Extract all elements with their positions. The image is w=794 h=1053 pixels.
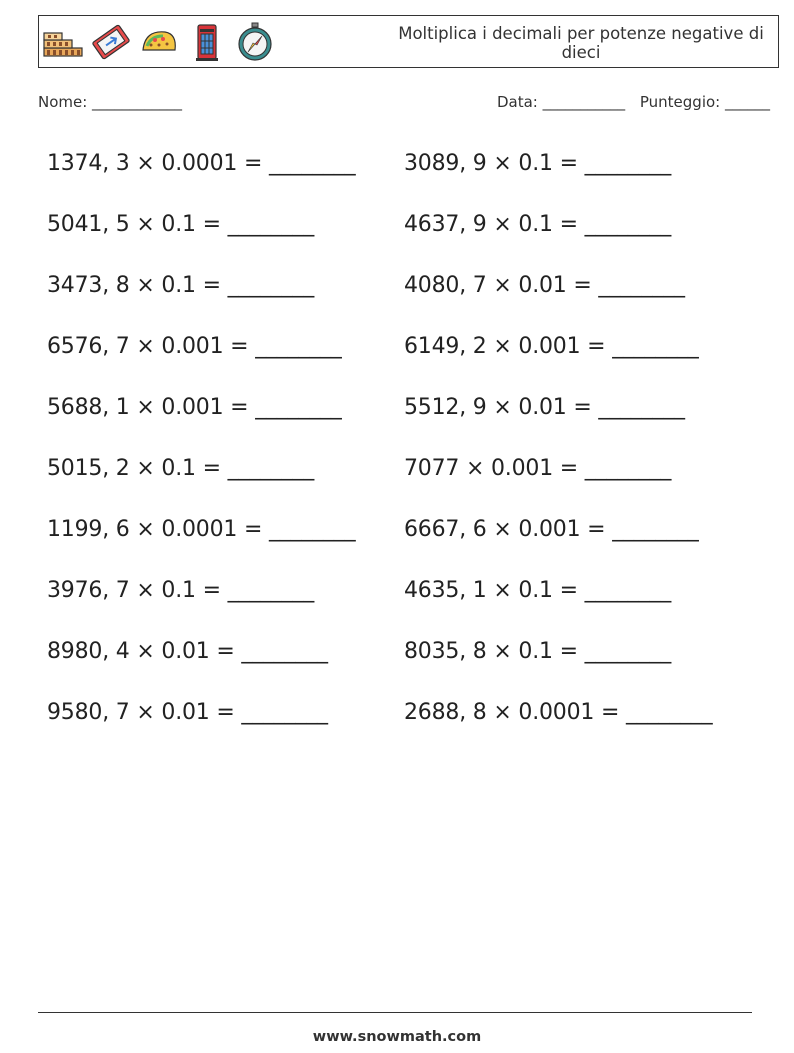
footer-url: www.snowmath.com: [312, 1029, 482, 1045]
problem-item: 5512, 9 × 0.01 = ________: [404, 395, 685, 420]
problem-item: 5688, 1 × 0.001 = ________: [47, 395, 342, 420]
problem-item: 6149, 2 × 0.001 = ________: [404, 334, 699, 359]
worksheet-title: Moltiplica i decimali per potenze negative di dieci: [398, 24, 764, 62]
name-field: Nome: ____________: [38, 93, 183, 111]
problem-item: 4080, 7 × 0.01 = ________: [404, 273, 685, 298]
problem-item: 8980, 4 × 0.01 = ________: [47, 639, 328, 664]
problem-item: 7077 × 0.001 = ________: [404, 456, 672, 481]
problem-item: 4637, 9 × 0.1 = ________: [404, 212, 671, 237]
footer-divider: [38, 1012, 752, 1013]
problem-item: 1199, 6 × 0.0001 = ________: [47, 517, 356, 542]
problem-item: 4635, 1 × 0.1 = ________: [404, 578, 671, 603]
problem-item: 2688, 8 × 0.0001 = ________: [404, 700, 713, 725]
problem-item: 3089, 9 × 0.1 = ________: [404, 151, 671, 176]
problem-item: 6576, 7 × 0.001 = ________: [47, 334, 342, 359]
problem-item: 1374, 3 × 0.0001 = ________: [47, 151, 356, 176]
problem-item: 5041, 5 × 0.1 = ________: [47, 212, 314, 237]
problem-item: 8035, 8 × 0.1 = ________: [404, 639, 671, 664]
problem-item: 3976, 7 × 0.1 = ________: [47, 578, 314, 603]
problem-item: 6667, 6 × 0.001 = ________: [404, 517, 699, 542]
problem-item: 3473, 8 × 0.1 = ________: [47, 273, 314, 298]
problem-item: 9580, 7 × 0.01 = ________: [47, 700, 328, 725]
score-field: Punteggio: ______: [639, 93, 770, 111]
date-field: Data: ___________: [496, 93, 626, 111]
problem-item: 5015, 2 × 0.1 = ________: [47, 456, 314, 481]
